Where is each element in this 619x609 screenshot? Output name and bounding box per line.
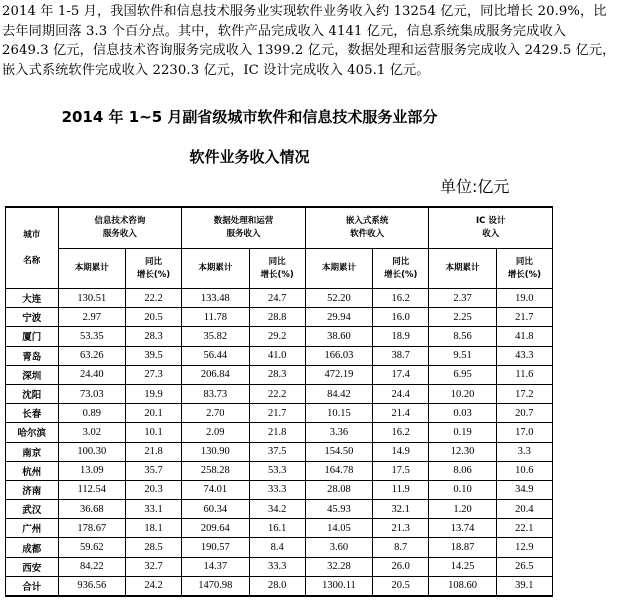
growth-cell: 10.1: [125, 423, 181, 442]
value-cell: 130.90: [182, 442, 249, 461]
growth-cell: 32.1: [373, 500, 429, 519]
table-row: [6, 557, 553, 576]
value-cell: 2.09: [182, 423, 249, 442]
growth-cell: 33.3: [249, 480, 305, 499]
growth-cell: 24.4: [373, 384, 429, 403]
value-cell: 2.37: [429, 289, 496, 308]
growth-cell: 22.2: [125, 289, 181, 308]
growth-cell: 8.7: [373, 538, 429, 557]
growth-cell: 32.7: [125, 557, 181, 576]
city-name-cell: 武汉: [6, 500, 59, 519]
growth-subheader: 同比 增长(%): [373, 249, 429, 289]
growth-cell: 20.7: [496, 404, 552, 423]
value-cell: 12.30: [429, 442, 496, 461]
growth-cell: 8.4: [249, 538, 305, 557]
value-cell: 178.67: [58, 519, 125, 538]
value-cell: 45.93: [305, 500, 372, 519]
growth-cell: 33.1: [125, 500, 181, 519]
city-name-cell: 哈尔滨: [6, 423, 59, 442]
growth-cell: 28.0: [249, 576, 305, 596]
unit-label: 单位:亿元: [440, 177, 510, 196]
growth-cell: 20.3: [125, 480, 181, 499]
growth-cell: 14.9: [373, 442, 429, 461]
value-cell: 6.95: [429, 365, 496, 384]
growth-cell: 21.7: [496, 308, 552, 327]
table-row: [6, 442, 553, 461]
growth-cell: 17.5: [373, 461, 429, 480]
intro-paragraph: 2014 年 1-5 月，我国软件和信息技术服务业实现软件业务收入约 13254 亿元，同比增长 20.9%，比去年同期回落 3.3 个百分点。其中，软件产品完成收入 4141 亿元，信息系统集成服务完成收入 2649.3 亿元，信息技术咨询服务完成收入 1399.2 亿元，数据处理和运营服务完成收入 2429.5 亿元，嵌入式系统软件完成收入 2230.3 亿元，IC 设计完成收入 405.1 亿元。: [2, 4, 616, 78]
table-row: [6, 480, 553, 499]
value-cell: 63.26: [58, 346, 125, 365]
growth-cell: 22.1: [496, 519, 552, 538]
value-cell: 8.06: [429, 461, 496, 480]
value-cell: 35.82: [182, 327, 249, 346]
growth-cell: 20.5: [125, 308, 181, 327]
value-cell: 73.03: [58, 384, 125, 403]
value-cell: 13.74: [429, 519, 496, 538]
value-cell: 164.78: [305, 461, 372, 480]
growth-cell: 39.5: [125, 346, 181, 365]
table-row: [6, 384, 553, 403]
growth-cell: 20.4: [496, 500, 552, 519]
growth-cell: 20.1: [125, 404, 181, 423]
value-cell: 10.20: [429, 384, 496, 403]
growth-cell: 41.8: [496, 327, 552, 346]
value-cell: 1.20: [429, 500, 496, 519]
value-cell: 28.08: [305, 480, 372, 499]
value-cell: 84.42: [305, 384, 372, 403]
growth-cell: 21.3: [373, 519, 429, 538]
growth-cell: 21.4: [373, 404, 429, 423]
growth-cell: 41.0: [249, 346, 305, 365]
value-cell: 0.89: [58, 404, 125, 423]
growth-cell: 16.1: [249, 519, 305, 538]
value-cell: 14.25: [429, 557, 496, 576]
value-cell: 83.73: [182, 384, 249, 403]
value-cell: 2.97: [58, 308, 125, 327]
value-cell: 29.94: [305, 308, 372, 327]
growth-cell: 20.5: [373, 576, 429, 596]
value-cell: 1470.98: [182, 576, 249, 596]
value-cell: 100.30: [58, 442, 125, 461]
growth-cell: 33.3: [249, 557, 305, 576]
city-name-cell: 成都: [6, 538, 59, 557]
city-name-cell: 合计: [6, 576, 59, 596]
value-cell: 133.48: [182, 289, 249, 308]
growth-cell: 43.3: [496, 346, 552, 365]
group-header: 信息技术咨询 服务收入: [58, 207, 182, 249]
value-cell: 24.40: [58, 365, 125, 384]
growth-cell: 16.2: [373, 289, 429, 308]
city-name-cell: 济南: [6, 480, 59, 499]
city-name-cell: 西安: [6, 557, 59, 576]
growth-cell: 3.3: [496, 442, 552, 461]
value-cell: 11.78: [182, 308, 249, 327]
table-row: [6, 423, 553, 442]
growth-cell: 12.9: [496, 538, 552, 557]
value-cell: 1300.11: [305, 576, 372, 596]
table-row: [6, 308, 553, 327]
growth-cell: 39.1: [496, 576, 552, 596]
growth-cell: 26.0: [373, 557, 429, 576]
growth-cell: 28.8: [249, 308, 305, 327]
growth-cell: 17.0: [496, 423, 552, 442]
value-cell: 472.19: [305, 365, 372, 384]
growth-cell: 21.7: [249, 404, 305, 423]
value-cell: 258.28: [182, 461, 249, 480]
growth-subheader: 同比 增长(%): [249, 249, 305, 289]
city-name-cell: 沈阳: [6, 384, 59, 403]
table-row: [6, 404, 553, 423]
growth-subheader: 同比 增长(%): [125, 249, 181, 289]
value-cell: 0.10: [429, 480, 496, 499]
city-name-cell: 厦门: [6, 327, 59, 346]
value-cell: 190.57: [182, 538, 249, 557]
value-subheader: 本期累计: [305, 249, 372, 289]
growth-cell: 35.7: [125, 461, 181, 480]
city-name-cell: 广州: [6, 519, 59, 538]
value-cell: 10.15: [305, 404, 372, 423]
growth-cell: 38.7: [373, 346, 429, 365]
table-row: [6, 576, 553, 596]
growth-cell: 17.2: [496, 384, 552, 403]
value-cell: 206.84: [182, 365, 249, 384]
value-cell: 8.56: [429, 327, 496, 346]
value-cell: 13.09: [58, 461, 125, 480]
value-cell: 130.51: [58, 289, 125, 308]
growth-cell: 28.3: [249, 365, 305, 384]
growth-cell: 18.1: [125, 519, 181, 538]
value-cell: 2.25: [429, 308, 496, 327]
city-name-cell: 青岛: [6, 346, 59, 365]
growth-cell: 19.9: [125, 384, 181, 403]
table-row: [6, 365, 553, 384]
value-cell: 3.36: [305, 423, 372, 442]
value-cell: 936.56: [58, 576, 125, 596]
table-title-line1: 2014 年 1~5 月副省级城市软件和信息技术服务业部分: [61, 108, 438, 126]
growth-cell: 11.9: [373, 480, 429, 499]
city-header: 城市 名称: [6, 207, 59, 289]
growth-cell: 22.2: [249, 384, 305, 403]
table-row: [6, 461, 553, 480]
value-cell: 14.05: [305, 519, 372, 538]
growth-cell: 21.8: [125, 442, 181, 461]
value-cell: 209.64: [182, 519, 249, 538]
growth-cell: 16.2: [373, 423, 429, 442]
group-header: IC 设计 收入: [429, 207, 553, 249]
value-cell: 36.68: [58, 500, 125, 519]
value-cell: 60.34: [182, 500, 249, 519]
city-name-cell: 杭州: [6, 461, 59, 480]
growth-cell: 28.3: [125, 327, 181, 346]
growth-cell: 34.9: [496, 480, 552, 499]
value-cell: 74.01: [182, 480, 249, 499]
growth-cell: 17.4: [373, 365, 429, 384]
value-cell: 14.37: [182, 557, 249, 576]
growth-cell: 10.6: [496, 461, 552, 480]
value-subheader: 本期累计: [182, 249, 249, 289]
growth-cell: 11.6: [496, 365, 552, 384]
value-cell: 18.87: [429, 538, 496, 557]
growth-cell: 28.5: [125, 538, 181, 557]
city-name-cell: 深圳: [6, 365, 59, 384]
table-title-line2: 软件业务收入情况: [189, 148, 310, 166]
value-subheader: 本期累计: [429, 249, 496, 289]
value-cell: 59.62: [58, 538, 125, 557]
value-cell: 112.54: [58, 480, 125, 499]
value-cell: 154.50: [305, 442, 372, 461]
value-cell: 53.35: [58, 327, 125, 346]
city-name-cell: 南京: [6, 442, 59, 461]
growth-cell: 26.5: [496, 557, 552, 576]
value-cell: 38.60: [305, 327, 372, 346]
growth-cell: 37.5: [249, 442, 305, 461]
table-row: [6, 538, 553, 557]
value-cell: 84.22: [58, 557, 125, 576]
city-name-cell: 宁波: [6, 308, 59, 327]
growth-cell: 27.3: [125, 365, 181, 384]
table-row: [6, 289, 553, 308]
table-row: [6, 346, 553, 365]
value-cell: 56.44: [182, 346, 249, 365]
value-cell: 2.70: [182, 404, 249, 423]
growth-cell: 19.0: [496, 289, 552, 308]
table-row: [6, 500, 553, 519]
growth-cell: 16.0: [373, 308, 429, 327]
city-name-cell: 大连: [6, 289, 59, 308]
growth-cell: 21.8: [249, 423, 305, 442]
value-cell: 3.60: [305, 538, 372, 557]
value-cell: 108.60: [429, 576, 496, 596]
group-header: 嵌入式系统 软件收入: [305, 207, 429, 249]
growth-cell: 24.2: [125, 576, 181, 596]
growth-cell: 34.2: [249, 500, 305, 519]
growth-cell: 24.7: [249, 289, 305, 308]
growth-cell: 29.2: [249, 327, 305, 346]
value-cell: 0.19: [429, 423, 496, 442]
value-cell: 3.02: [58, 423, 125, 442]
value-cell: 32.28: [305, 557, 372, 576]
table-row: [6, 327, 553, 346]
value-cell: 52.20: [305, 289, 372, 308]
group-header: 数据处理和运营 服务收入: [182, 207, 306, 249]
value-cell: 0.03: [429, 404, 496, 423]
value-cell: 166.03: [305, 346, 372, 365]
value-subheader: 本期累计: [58, 249, 125, 289]
table-row: [6, 519, 553, 538]
growth-cell: 53.3: [249, 461, 305, 480]
revenue-table: [5, 206, 553, 597]
value-cell: 9.51: [429, 346, 496, 365]
city-name-cell: 长春: [6, 404, 59, 423]
growth-cell: 18.9: [373, 327, 429, 346]
growth-subheader: 同比 增长(%): [496, 249, 552, 289]
